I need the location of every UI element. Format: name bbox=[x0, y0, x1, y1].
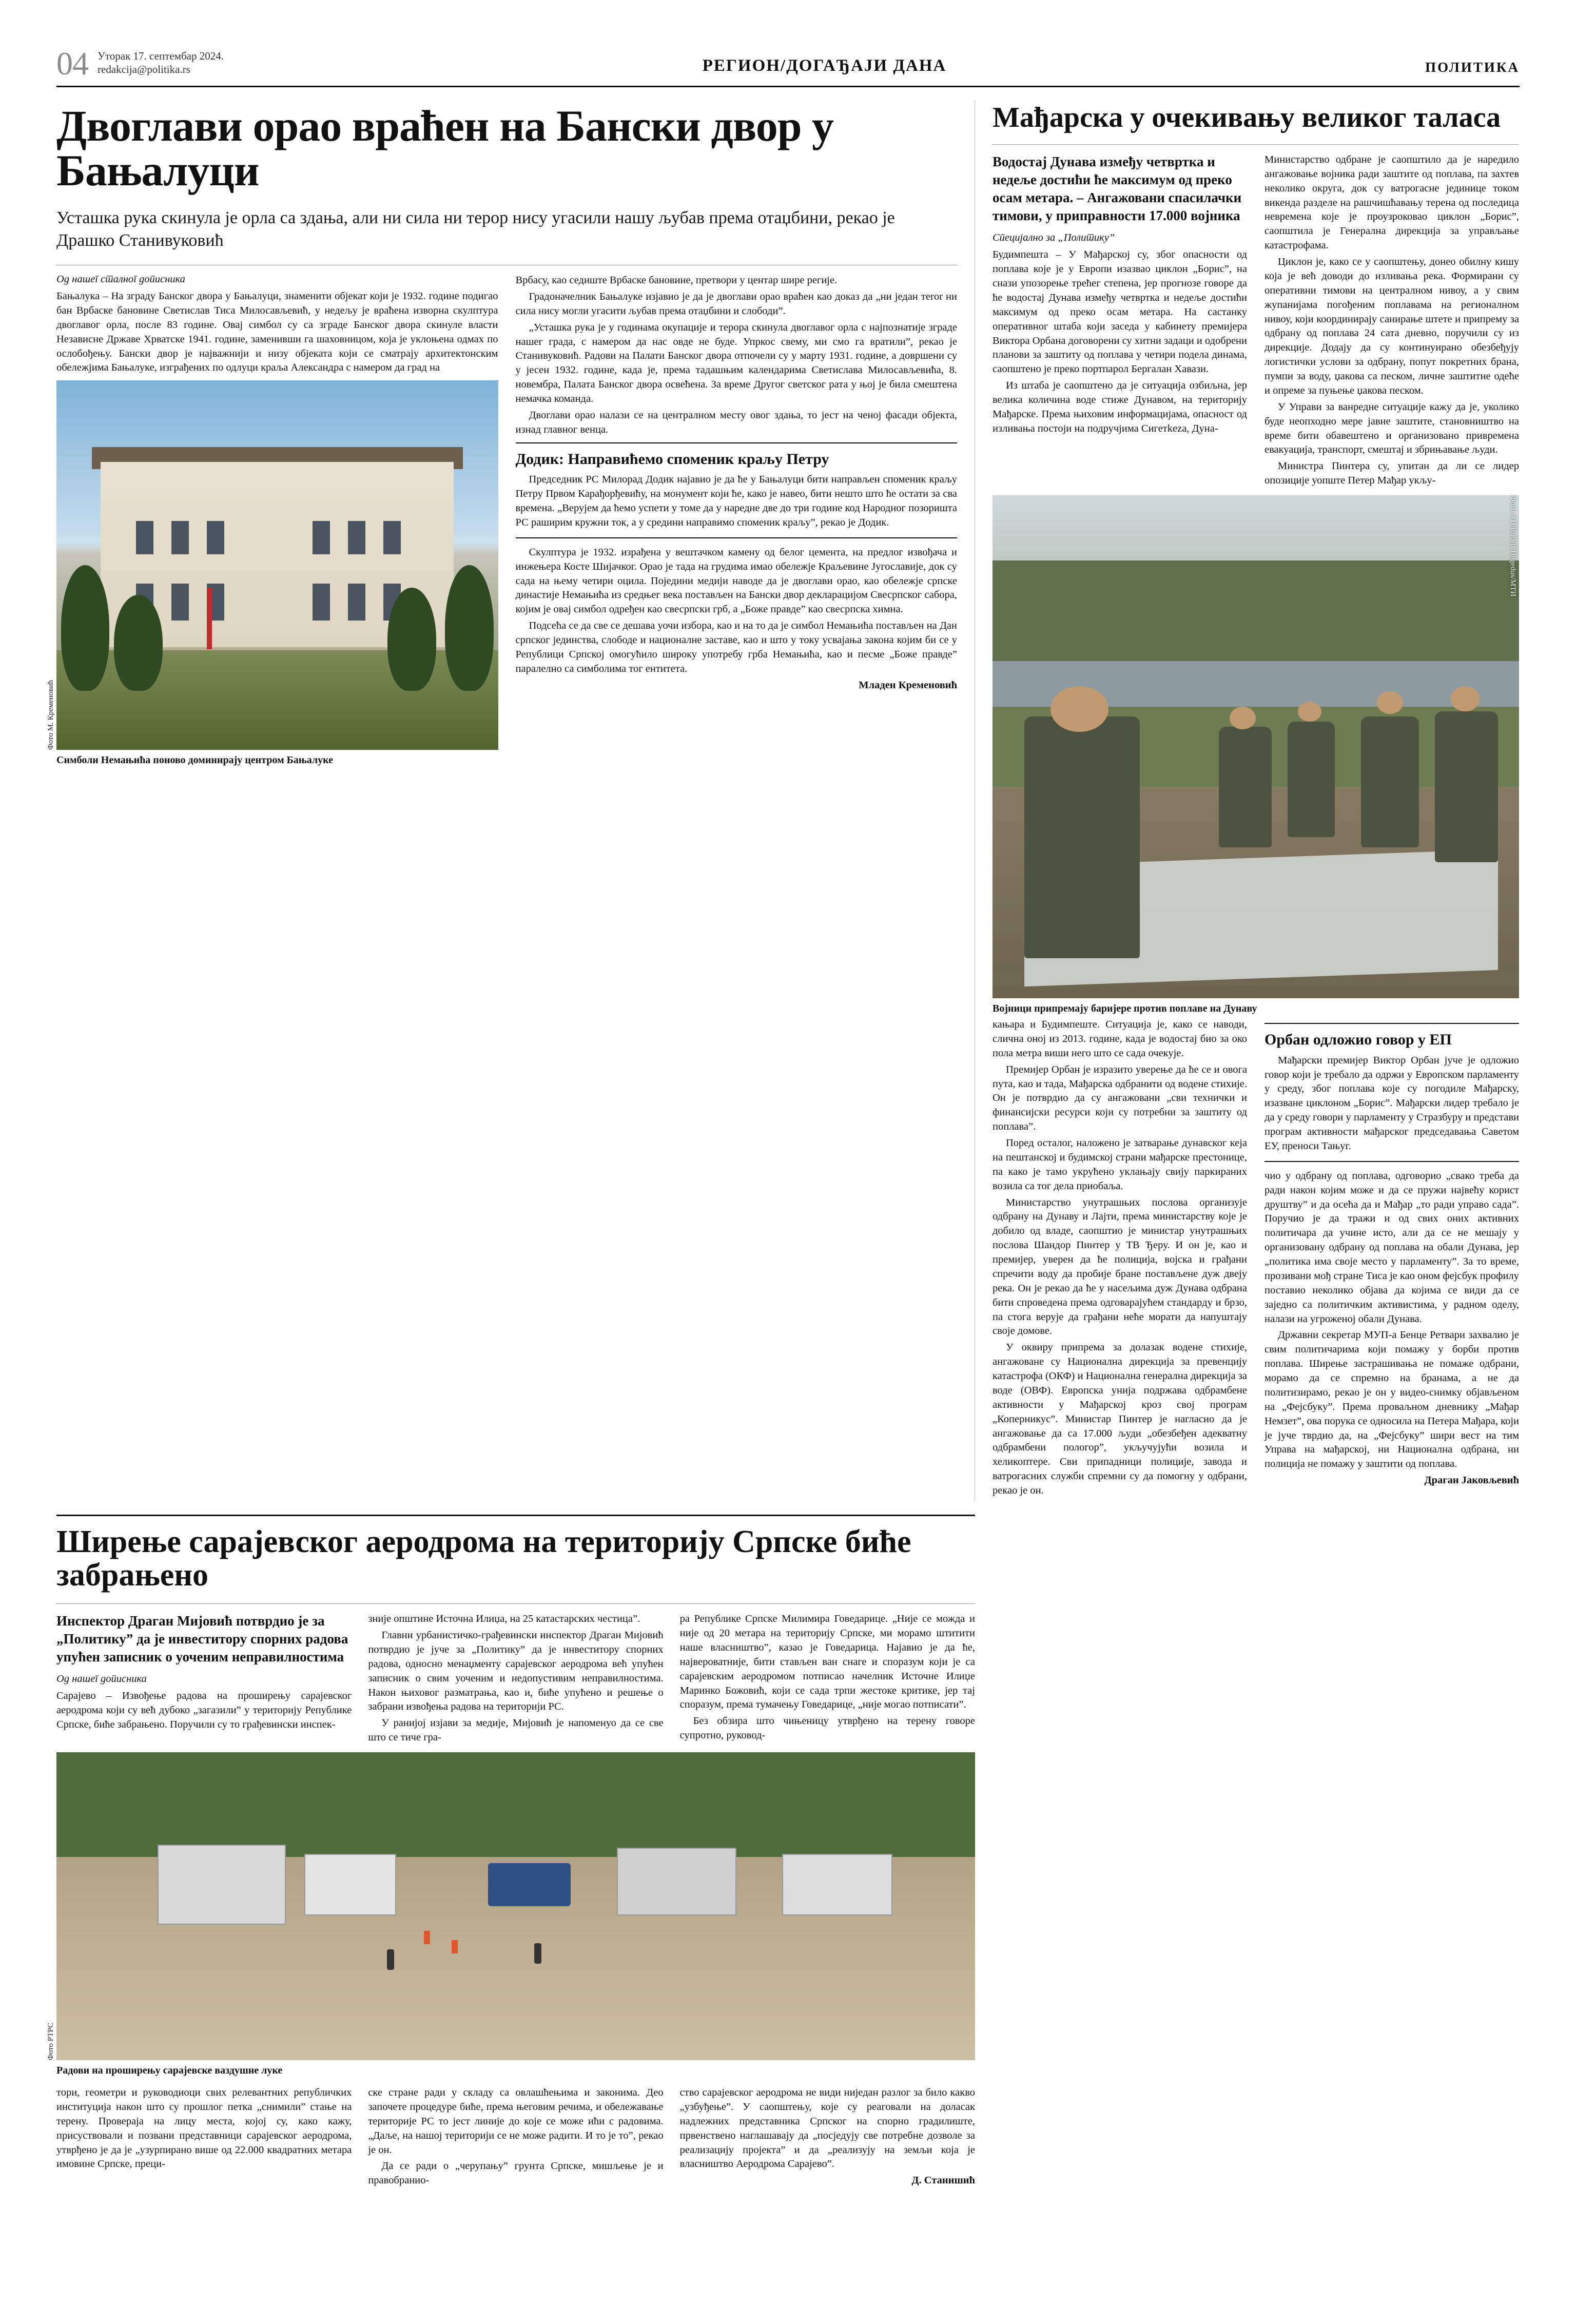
airport-column-1 bbox=[56, 1612, 352, 1747]
hungary-byline: Специјално за „Политику” bbox=[993, 232, 1115, 244]
airport-columns bbox=[56, 1612, 975, 1747]
paragraph: Циклон је, како се у саопштењу, донео обилну кишу која је већ доводи до изливања река. Формирани су оперативни тимови на централном нивоу, а у свим жупанијама погођеним поплавама на регионалном нивоу, који координирају санирање штете и припрему за одбрану од поплава 24 сата дневно, поручили су из дирекције. Додају да су континуирано обезбеђују логистички услови за одбрану, попут покретних брана, пумпи за воду, џакова са песком, личне заштитне одеће и опреме за пуњење џакова песком. bbox=[1264, 256, 1519, 396]
box-body: Председник РС Милорад Додик најавио је да ће у Бањалуци бити направљен споменик краљу Петру Првом Карађорђевићу, на монумент који ће, како је навео, бити нешто што ће остати за сва времена. „Верујем да ћемо успети у томе да у наредне две до три године код Народног позоришта РС раширим кружни ток, а у средини направимо споменик краљу”, рекао је Додик. bbox=[515, 474, 957, 528]
main-column-1 bbox=[47, 274, 498, 769]
hungary-bottom-columns bbox=[993, 1018, 1519, 1500]
paragraph: Министра Пинтера су, упитан да ли се лидер опозиције уопште Петер Мађар укљу- bbox=[1264, 460, 1519, 487]
page-number: 04 bbox=[56, 45, 88, 82]
main-article bbox=[47, 101, 975, 1500]
article-author: Драган Јаковљевић bbox=[1424, 1475, 1519, 1486]
divider bbox=[56, 1603, 975, 1604]
divider bbox=[56, 1515, 975, 1516]
paragraph: Премијер Орбан је изразито уверење да ће се и овога пута, као и тада, Мађарска одбранити од водене стихије. Он је потврдио да су ангажовани „сви технички и финансијски ресурси који су потребни за заштиту од поплава”. bbox=[993, 1063, 1247, 1133]
paragraph: У Управи за ванредне ситуације кажу да је, уколико буде неопходно мере јавне заштите, становништво на време бити обавештено и организовано привремена евакуација, транспорт, смештај и збрињавање људи. bbox=[1264, 401, 1519, 456]
photo-caption: Војници припремају баријере против поплаве на Дунаву bbox=[993, 1003, 1257, 1015]
paragraph: ске стране ради у складу са овлашћењима и законима. Део започете процедуре биће, према његовим речима, и обележавање територије РС то јест линије до које се може ићи с радовима. „Даље, на нашој територији се не може радити. И то је то”, рекао је он. bbox=[368, 2087, 664, 2156]
hungary-column-2 bbox=[1264, 153, 1519, 490]
airport-bottom-column-3 bbox=[680, 2086, 975, 2190]
paragraph: Скулптура је 1932. израђена у вештачком камену од белог цемента, на предлог извођача и инжењера Косте Шијачког. Орао је тада на грудима имао обележје Краљевине Југославије, док су сада на њему четири оцила. Поједини медији наводе да је двоглави орао, као обележје српске династије Немањића из средњег века постављен на Бански двор декларацијом Свесрпског сабора, којим је овај симбол одређен као свесрпски грб, а „Боже правде” као свесрпска химна. bbox=[515, 546, 957, 615]
photo-credit: Фото АП/Robert Hegedus/МТИ bbox=[1509, 495, 1517, 597]
paragraph: ра Републике Српске Милимира Говедарице. „Није се можда и није од 20 метара на територију Српске, ми морамо штитити наше власништво”, казао је Говедарица. Најавио је да ће, највероватније, бити стављен ван снаге и споразум који је са сарајевским аеродромом потписао начелник Источне Илиџе Маринко Божовић, који се сада трпи жестоке критике, јер тај споразум, према тумачењу Говедарице, „није могао потписати”. bbox=[679, 1613, 975, 1711]
paragraph: Подсећа се да све се дешава уочи избора, као и на то да је симбол Немањића постављен на Дан српског јединства, слободе и националне заставе, као и што у току усвајања закона којим би се у Републици Српској омогућило широку употребу грба Немањића, као и песме „Боже правде” паралелно са симболима тог ентитета. bbox=[515, 620, 957, 674]
paragraph: У ранијој изјави за медије, Мијовић је напоменуо да се све што се тиче гра- bbox=[368, 1717, 664, 1744]
hungary-column-4 bbox=[1264, 1018, 1519, 1500]
hungary-standfirst: Водостај Дунава између четвртка и недеље достићи ће максимум од преко осам метара. – Ангажовани спасилачки тимови, у приправности 17.000 војника bbox=[993, 153, 1242, 224]
hungary-top-columns bbox=[993, 153, 1519, 490]
photo-credit: Фото РТРС bbox=[47, 2023, 55, 2061]
paragraph: Врбасу, као седиште Врбаске бановине, претвори у центар шире регије. bbox=[515, 275, 838, 286]
building-photo bbox=[47, 380, 498, 750]
paragraph: Поред осталог, наложено је затварање дунавског кеја на пештанској и будимској страни мађарске престонице, па како је тамо укрућено уклањају свију паркираних возила са тог дела приобаља. bbox=[993, 1137, 1247, 1192]
soldiers-photo bbox=[993, 495, 1519, 998]
box-body: Мађарски премијер Виктор Орбан јуче је одложио говор који је требало да одржи у Европском парламенту у среду, због поплава које су погодиле Мађарску, изазване циклоном „Борис”. Мађарски лидер требало је да у среду говори у парламенту у Стразбуру и представи програм активности мађарског председавања Саветом ЕУ, преноси Тањуг. bbox=[1264, 1054, 1519, 1152]
hungary-article bbox=[975, 101, 1519, 1500]
roadworks-photo bbox=[47, 1752, 975, 2061]
airport-article bbox=[47, 1524, 975, 2077]
airport-bottom-column-2 bbox=[368, 2086, 663, 2190]
paragraph: зније општине Источна Илиџа, на 25 катастарских честица”. bbox=[368, 1613, 640, 1625]
airport-photo-wrap bbox=[47, 1752, 975, 2077]
photo-credit: Фото М. Кременовић bbox=[47, 680, 55, 750]
divider bbox=[993, 144, 1519, 145]
airport-column-3 bbox=[680, 1612, 975, 1747]
main-article-columns bbox=[47, 274, 957, 769]
airport-byline: Од нашег дописника bbox=[56, 1673, 147, 1685]
sidebar-box-orban bbox=[1264, 1023, 1519, 1162]
paragraph: чио у одбрану од поплава, одговорио „свако треба да ради након којим може и да се пружи највећу корист друштву” и да осећа да и Мађар „то ради управо сада”. Поручио је да тражи и од свих оних активних политичара да учине исто, али да се не мешају у организовану одбрану од поплава на обали Дунава, јер „политика има своје место у парламенту”. За то време, прозивани мођ стране Тиса је као оном фејсбук профилу поставио неколико објава да којима се види да се заједно са политичким активистима, у радном оделу, налази на угроженој обали Дунава. bbox=[1264, 1170, 1519, 1325]
main-photo-wrap bbox=[47, 380, 498, 766]
paragraph: Сарајево – Извођење радова на проширењу сарајевског аеродрома који су већ дубоко „загазили” у територију Републике Српске, биће забрањено. Поручили су то грађевински инспек- bbox=[56, 1690, 352, 1731]
paragraph: Без обзира што чињеницу утврђено на терену говоре супротно, руковод- bbox=[679, 1715, 975, 1741]
paragraph: „Усташка рука је у годинама окупације и терора скинула двоглавог орла с најпознатије зграде нашег града, с намером да нас овде не буде. Упркос свему, ми смо га вратили”, рекао је Станивуковић. Радови на Палати Банског двора отпочели су у марту 1931. године, а довршени су у јесен 1932. године, када је, према тадашњим календарима Светислава Милосављевића, 8. новембра, Палата Банског двора освећена. За време Другог светског рата у њој је била смештена немачка команда. bbox=[515, 321, 957, 405]
paragraph: Будимпешта – У Мађарској су, због опасности од поплава које је у Европи изазвао циклон „Борис”, на снази упозорење трећег степена, јер прогнозе говоре да ће водостај Дунава између четвртка и недеље достићи максимум од преко осам метара. На састанку оперативног штаба који заседа у кабинету премијера Виктора Орбана договорени су хитни задаци и одобрени планови за заштиту од поплава у четири подела динама, саопштено је преко портпарол Бергалан Хавази. bbox=[993, 249, 1247, 375]
paragraph: кањара и Будимпеште. Ситуација је, како се наводи, слична оној из 2013. године, када је водостај био за око пола метра виши него што се сада очекује. bbox=[993, 1019, 1247, 1059]
box-title: Додик: Направићемо споменик краљу Петру bbox=[515, 450, 829, 468]
top-area bbox=[47, 101, 1520, 1500]
article-author: Младен Кременовић bbox=[859, 679, 957, 691]
paragraph: Из штаба је саопштено да је ситуација озбиљна, јер велика количина воде стиже Дунавом, на територију Мађарске. Према њиховим информацијама, опасност од изливања постоји на подручјима Сигетkezа, Дуна- bbox=[993, 380, 1247, 434]
brand-logo: ПОЛИТИКА bbox=[1425, 59, 1520, 75]
paragraph: ство сарајевског аеродрома не види ниједан разлог за било какво „узбуђење”. У саопштењу, које су реаговали на доласак надлежних представника Српског на спорно градилиште, првенствено наглашавају да „посједују све потребне дозволе за реализацију пројекта” и да „реализују на земљи која је власништво Аеродрома Сарајево”. bbox=[679, 2087, 975, 2170]
main-headline: Двоглави орао враћен на Бански двор у Бањалуци bbox=[56, 101, 834, 196]
hungary-column-3 bbox=[993, 1018, 1247, 1500]
date-and-email bbox=[98, 49, 224, 79]
hungary-column-1 bbox=[993, 153, 1247, 490]
airport-column-2 bbox=[368, 1612, 663, 1747]
photo-caption: Радови на проширењу сарајевске ваздушне луке bbox=[56, 2065, 283, 2077]
publication-date: Уторак 17. септембар 2024. bbox=[98, 50, 224, 63]
paragraph: Да се ради о „черупању” грунта Српске, мишљење је и правобранио- bbox=[368, 2160, 664, 2186]
editorial-email: redakcija@politika.rs bbox=[98, 63, 190, 76]
sidebar-box-dodik bbox=[516, 442, 958, 538]
masthead bbox=[56, 45, 1520, 87]
hungary-headline: Мађарска у очекивању великог таласа bbox=[993, 101, 1501, 133]
paragraph: Градоначелник Бањалуке изјавио је да је двоглави орао враћен као доказ да „ни један теror ни сила нису могли угасити љубав према отаџбини и слободи”. bbox=[515, 290, 957, 317]
airport-standfirst: Инспектор Драган Мијовић потврдио је за „Политику” да је инвеститору спорних радова упућен записник о уоченим неправилностима bbox=[56, 1613, 348, 1665]
section-title: РЕГИОН/ДОГАЂАЈИ ДАНА bbox=[702, 56, 947, 75]
paragraph: Двоглави орао налази се на централном месту овог здања, то јест на ченој фасади објекта, изнад главног венца. bbox=[515, 409, 957, 435]
paragraph: Главни урбанистичко-грађевински инспектор Драган Мијовић потврдио је јуче за „Политику” да је инвеститору спорних радова, односно менаџменту сарајевског аеродрома већ упућен записник о свим уоченим и недопустивим неправилностима. Након њиховог разматрања, као и, биће упућено и решење о забрани извођења радова на територији РС. bbox=[368, 1630, 664, 1713]
box-title: Орбан одложио говор у ЕП bbox=[1264, 1031, 1452, 1049]
main-deck: Усташка рука скинула је орла са здања, али ни сила ни терор нису угасили нашу љубав према отаџбини, рекао је Драшко Станивуковић bbox=[56, 208, 895, 250]
paragraph: Бањалука – На зграду Банског двора у Бањалуци, знаменити објекат који је 1932. године подигао бан Врбаске бановине Светислав Тиса Милосављевић, у недељу је враћена изворна скулптура двоглавог орла, после 83 године. Овај симбол су са зграде Банског двора скинуле власти Независне Државе Хрватске 1941. године, заменивши га шаховницом, која је уклоњена одмах по ослобођењу. Бански двор је најважнији и низу објеката који се сматрају архитектонским обележјима Бањалуке, изграђених по одлуци краља Александра с намером да град на bbox=[56, 290, 498, 374]
main-byline: Од нашег сталног дописника bbox=[56, 274, 185, 285]
paragraph: Државни секретар МУП-а Бенце Ретвари захвалио је свим политичарима који помажу у борби против поплава. Ширење застрашивања не помаже одбрани, морамо да се спремно на бранама, а не да политизирамо, рекао је он у видео-снимку објављеном на „Фејсбуку”. Према проваљном дневнику „Мађар Немзет”, ова порука се односила на Петера Мађара, који је јуче тврдио да, на „Фејсбуку” шири вест на тим Управа на мађарској, ни Национална одбрана, ни полиција не помажу у заштити од поплава. bbox=[1264, 1329, 1519, 1470]
article-author: Д. Станишић bbox=[911, 2175, 975, 2186]
photo-caption: Симболи Немањића поново доминирају центром Бањалуке bbox=[56, 754, 334, 766]
paragraph: Министарство унутрашњих послова организује одбрану на Дунаву и Лајти, према министарству које је добило од владе, саопштио је министар унутрашњих послова Шандор Пинтер у ТВ Ђеру. И он је, као и премијер, уверен да ће полиција, војска и грађани спречити воду да пробије бране постављене дуж двеју река. Он је рекао да ће у насељима дуж Дунава одбрана бити спроведена према одговарајућем стандарду и брзо, па стога верује да грађани неће морати да напуштају своје домове. bbox=[993, 1196, 1247, 1337]
airport-bottom-column-1 bbox=[56, 2086, 352, 2190]
paragraph: У оквиру припрема за долазак водене стихије, ангажоване су Национална дирекција за превенцију катастрофа (ОКФ) и Национална генерална дирекција за воде (ОВФ). Европска унија подржава одбрамбене активности у Мађарској кроз свој програм „Коперникус”. Министар Пинтер је нагласио да је ангажовање да са 17.000 људи „обезбеђен адекватну одбрамбени пологор”, укључујући возила и хеликоптере. Сви припадници полиције, завода и ватрогасних служби спремни су да помогну у одбрани, рекао је он. bbox=[993, 1342, 1247, 1497]
main-column-2 bbox=[516, 274, 958, 769]
airport-continuation bbox=[56, 2086, 975, 2190]
paragraph: Министарство одбране је саопштило да је наредило ангажовање војника ради заштите од поплава, па захтев неколико округа, док су ватрогасне јединице током викенда разделе на рашчишћавању терена од последица невремена које је проузроковао циклон „Борис”, саопштила је Генерална дирекција за управљање катастрофама. bbox=[1264, 153, 1519, 251]
paragraph: тори, геометри и руководиоци свих релевантних републичких институција након што су прошлог петка „снимили” стање на терену. Провераја на лицу места, којој су, како кажу, присуствовали и позвани представници сарајевског аеродрома, утврђено је да је „узурпирано више од 22.000 квадратних метара имовине Српске, преци- bbox=[56, 2087, 352, 2170]
hungary-photo-wrap bbox=[993, 495, 1519, 1015]
airport-headline: Ширење сарајевског аеродрома на територију Српске биће забрањено bbox=[56, 1524, 911, 1593]
